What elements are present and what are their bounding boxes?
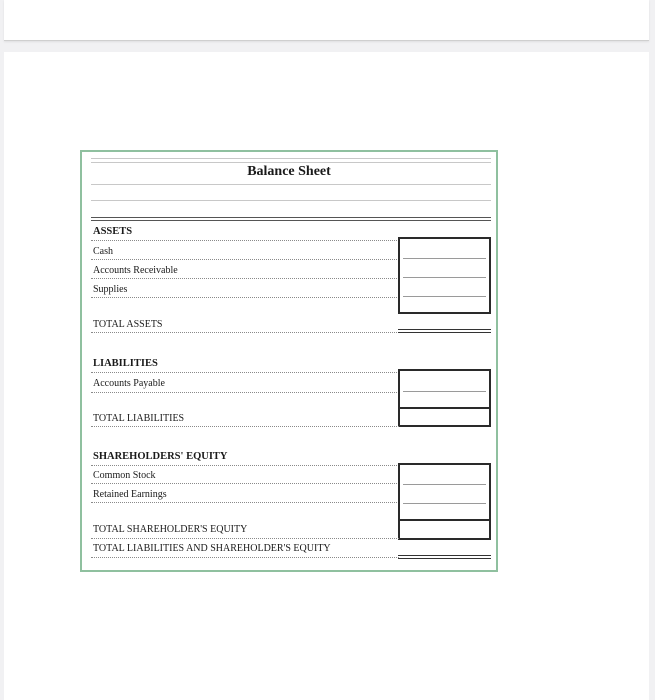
total-assets-label: TOTAL ASSETS	[93, 319, 163, 330]
row-rule	[91, 392, 399, 393]
cell-rule	[403, 277, 486, 278]
total-equity-label: TOTAL SHAREHOLDER'S EQUITY	[93, 524, 248, 535]
form-title: Balance Sheet	[247, 164, 331, 179]
supplies-label: Supplies	[93, 284, 128, 295]
header-rule	[91, 158, 491, 159]
row-rule	[91, 278, 399, 279]
previous-page-card	[4, 0, 649, 41]
header-rule	[91, 200, 491, 201]
document-page	[4, 52, 649, 700]
grand-total-underline	[398, 555, 491, 559]
row-rule	[91, 426, 399, 427]
row-rule	[91, 502, 399, 503]
liabilities-input-box	[398, 369, 491, 409]
cell-rule	[403, 484, 486, 485]
cash-label: Cash	[93, 246, 113, 257]
accounts-payable-label: Accounts Payable	[93, 378, 165, 389]
total-equity-box[interactable]	[398, 519, 491, 540]
grand-total-label: TOTAL LIABILITIES AND SHAREHOLDER'S EQUITY	[93, 543, 331, 554]
row-rule	[91, 538, 399, 539]
liabilities-heading: LIABILITIES	[93, 358, 158, 369]
retained-earnings-label: Retained Earnings	[93, 489, 167, 500]
cell-rule	[403, 503, 486, 504]
accounts-receivable-label: Accounts Receivable	[93, 265, 178, 276]
row-rule	[91, 240, 399, 241]
total-liabilities-box[interactable]	[398, 407, 491, 427]
row-rule	[91, 372, 399, 373]
cell-rule	[403, 296, 486, 297]
row-rule	[91, 332, 399, 333]
cell-rule	[403, 258, 486, 259]
equity-heading: SHAREHOLDERS' EQUITY	[93, 451, 228, 462]
common-stock-label: Common Stock	[93, 470, 156, 481]
cell-rule	[403, 391, 486, 392]
row-rule	[91, 465, 399, 466]
assets-input-box	[398, 237, 491, 314]
header-rule	[91, 184, 491, 185]
row-rule	[91, 259, 399, 260]
equity-input-box	[398, 463, 491, 521]
row-rule	[91, 557, 399, 558]
row-rule	[91, 297, 399, 298]
total-liabilities-label: TOTAL LIABILITIES	[93, 413, 185, 424]
total-assets-underline	[398, 329, 491, 333]
balance-sheet-form	[80, 150, 498, 572]
assets-heading: ASSETS	[93, 226, 133, 237]
row-rule	[91, 483, 399, 484]
header-rule	[91, 162, 491, 163]
section-divider	[91, 217, 491, 221]
